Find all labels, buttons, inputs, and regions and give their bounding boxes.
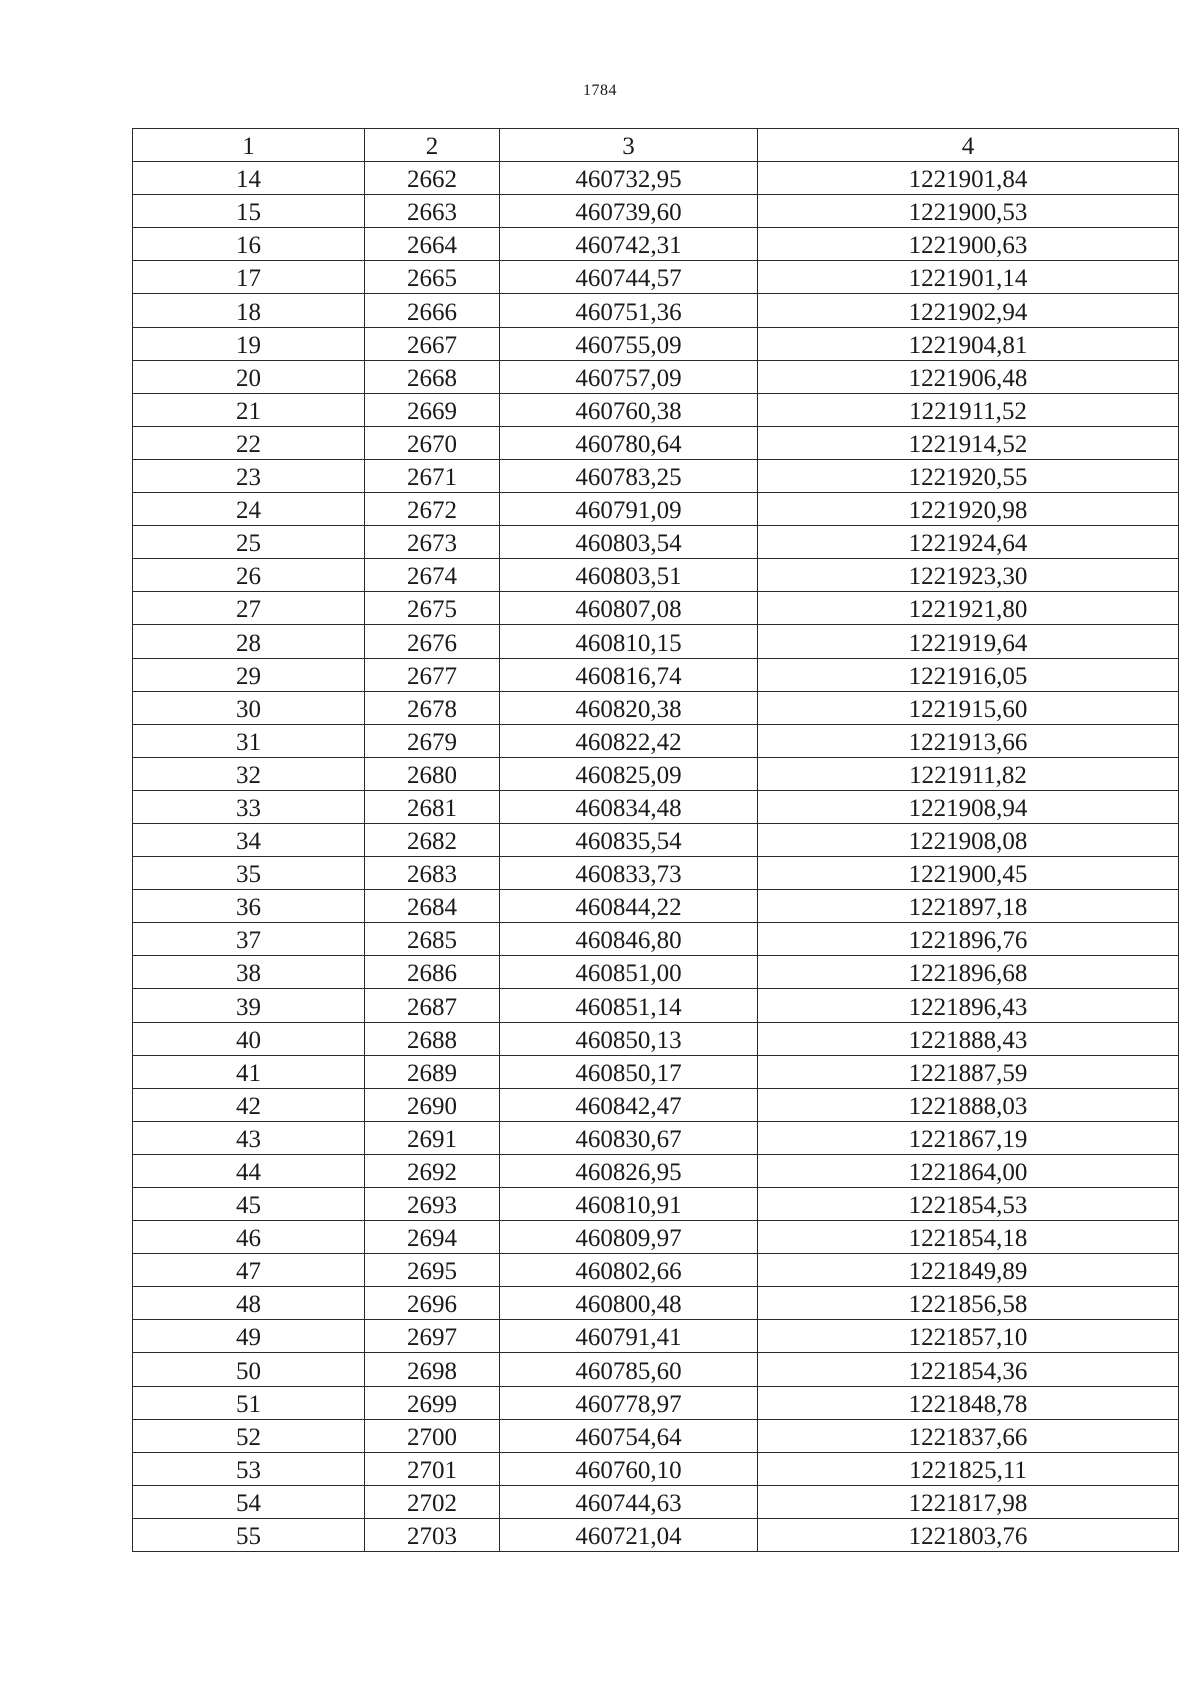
table-cell: 1221837,66	[758, 1419, 1179, 1452]
table-cell: 1221900,45	[758, 857, 1179, 890]
table-row	[133, 327, 1179, 360]
table-cell: 460816,74	[500, 658, 758, 691]
table-cell: 460820,38	[500, 691, 758, 724]
table-cell: 1221923,30	[758, 559, 1179, 592]
table-cell: 46	[133, 1221, 365, 1254]
table-cell: 41	[133, 1055, 365, 1088]
table-cell: 1221904,81	[758, 327, 1179, 360]
table-cell: 460757,09	[500, 360, 758, 393]
table-row	[133, 559, 1179, 592]
table-cell: 1221914,52	[758, 426, 1179, 459]
table-cell: 1221803,76	[758, 1518, 1179, 1551]
table-cell: 460778,97	[500, 1386, 758, 1419]
table-cell: 460810,91	[500, 1188, 758, 1221]
table-cell: 460742,31	[500, 228, 758, 261]
table-row	[133, 1353, 1179, 1386]
table-cell: 460755,09	[500, 327, 758, 360]
table-cell: 1221817,98	[758, 1485, 1179, 1518]
table-cell: 37	[133, 923, 365, 956]
table-row	[133, 1221, 1179, 1254]
table-row	[133, 228, 1179, 261]
table-cell: 1221857,10	[758, 1320, 1179, 1353]
table-cell: 1221896,68	[758, 956, 1179, 989]
table-row	[133, 1386, 1179, 1419]
table-row	[133, 1154, 1179, 1187]
table-cell: 1221864,00	[758, 1154, 1179, 1187]
table-row	[133, 1287, 1179, 1320]
table-cell: 1221867,19	[758, 1121, 1179, 1154]
table-cell: 2698	[365, 1353, 500, 1386]
table-cell: 18	[133, 294, 365, 327]
table-cell: 2672	[365, 493, 500, 526]
table-cell: 2693	[365, 1188, 500, 1221]
table-cell: 1221908,94	[758, 790, 1179, 823]
table-cell: 49	[133, 1320, 365, 1353]
table-cell: 2689	[365, 1055, 500, 1088]
table-cell: 2677	[365, 658, 500, 691]
table-cell: 460851,14	[500, 989, 758, 1022]
table-cell: 1221897,18	[758, 890, 1179, 923]
table-cell: 2688	[365, 1022, 500, 1055]
table-cell: 2702	[365, 1485, 500, 1518]
table-row	[133, 956, 1179, 989]
table-cell: 2700	[365, 1419, 500, 1452]
table-cell: 460822,42	[500, 724, 758, 757]
table-row	[133, 658, 1179, 691]
table-row	[133, 890, 1179, 923]
table-cell: 40	[133, 1022, 365, 1055]
table-cell: 2663	[365, 195, 500, 228]
table-row	[133, 1485, 1179, 1518]
table-cell: 36	[133, 890, 365, 923]
table-row	[133, 724, 1179, 757]
table-cell: 2686	[365, 956, 500, 989]
table-cell: 47	[133, 1254, 365, 1287]
table-cell: 1221901,14	[758, 261, 1179, 294]
table-cell: 1221849,89	[758, 1254, 1179, 1287]
table-cell: 2667	[365, 327, 500, 360]
table-cell: 1221848,78	[758, 1386, 1179, 1419]
table-cell: 1221924,64	[758, 526, 1179, 559]
table-cell: 460802,66	[500, 1254, 758, 1287]
table-cell: 460800,48	[500, 1287, 758, 1320]
table-row	[133, 426, 1179, 459]
page-number: 1784	[583, 82, 617, 99]
table-cell: 25	[133, 526, 365, 559]
table-cell: 2665	[365, 261, 500, 294]
table-cell: 51	[133, 1386, 365, 1419]
column-header: 4	[758, 129, 1179, 162]
table-cell: 16	[133, 228, 365, 261]
table-cell: 54	[133, 1485, 365, 1518]
table-row	[133, 1188, 1179, 1221]
table-cell: 1221911,82	[758, 757, 1179, 790]
table-row	[133, 1452, 1179, 1485]
table-cell: 2692	[365, 1154, 500, 1187]
table-cell: 55	[133, 1518, 365, 1551]
table-row	[133, 857, 1179, 890]
table-row	[133, 195, 1179, 228]
table-cell: 2675	[365, 592, 500, 625]
table-cell: 1221916,05	[758, 658, 1179, 691]
table-row	[133, 526, 1179, 559]
table-row	[133, 1055, 1179, 1088]
table-cell: 1221921,80	[758, 592, 1179, 625]
table-cell: 2674	[365, 559, 500, 592]
table-cell: 1221913,66	[758, 724, 1179, 757]
table-cell: 17	[133, 261, 365, 294]
table-cell: 26	[133, 559, 365, 592]
table-row	[133, 592, 1179, 625]
table-cell: 2681	[365, 790, 500, 823]
table-cell: 2679	[365, 724, 500, 757]
table-cell: 1221908,08	[758, 823, 1179, 856]
table-row	[133, 625, 1179, 658]
table-row	[133, 823, 1179, 856]
table-cell: 2694	[365, 1221, 500, 1254]
table-cell: 35	[133, 857, 365, 890]
table-row	[133, 1518, 1179, 1551]
table-cell: 2682	[365, 823, 500, 856]
table-cell: 1221920,55	[758, 459, 1179, 492]
table-row	[133, 1320, 1179, 1353]
table-cell: 1221854,53	[758, 1188, 1179, 1221]
table-cell: 460846,80	[500, 923, 758, 956]
table-cell: 1221902,94	[758, 294, 1179, 327]
table-cell: 45	[133, 1188, 365, 1221]
table-cell: 460850,13	[500, 1022, 758, 1055]
table-cell: 2662	[365, 162, 500, 195]
table-cell: 2678	[365, 691, 500, 724]
table-cell: 1221900,63	[758, 228, 1179, 261]
table-cell: 460785,60	[500, 1353, 758, 1386]
table-body	[133, 162, 1179, 1552]
table-cell: 2671	[365, 459, 500, 492]
table-cell: 2670	[365, 426, 500, 459]
table-cell: 24	[133, 493, 365, 526]
coordinates-table	[132, 128, 1179, 1552]
table-cell: 460760,38	[500, 393, 758, 426]
table-cell: 460780,64	[500, 426, 758, 459]
table-cell: 34	[133, 823, 365, 856]
table-cell: 23	[133, 459, 365, 492]
table-row	[133, 691, 1179, 724]
table-cell: 460850,17	[500, 1055, 758, 1088]
table-cell: 460751,36	[500, 294, 758, 327]
table-cell: 2668	[365, 360, 500, 393]
table-cell: 20	[133, 360, 365, 393]
table-cell: 38	[133, 956, 365, 989]
table-cell: 1221887,59	[758, 1055, 1179, 1088]
table-row	[133, 360, 1179, 393]
table-cell: 1221888,03	[758, 1088, 1179, 1121]
table-cell: 2685	[365, 923, 500, 956]
table-cell: 460833,73	[500, 857, 758, 890]
table-cell: 39	[133, 989, 365, 1022]
table-cell: 1221900,53	[758, 195, 1179, 228]
table-cell: 460721,04	[500, 1518, 758, 1551]
table-cell: 2673	[365, 526, 500, 559]
table-cell: 460826,95	[500, 1154, 758, 1187]
table-row	[133, 1254, 1179, 1287]
table-cell: 460803,54	[500, 526, 758, 559]
table-row	[133, 459, 1179, 492]
table-row	[133, 790, 1179, 823]
table-cell: 50	[133, 1353, 365, 1386]
table-cell: 1221906,48	[758, 360, 1179, 393]
table-cell: 460835,54	[500, 823, 758, 856]
table-cell: 460791,41	[500, 1320, 758, 1353]
table-cell: 14	[133, 162, 365, 195]
table-cell: 460809,97	[500, 1221, 758, 1254]
table-cell: 2683	[365, 857, 500, 890]
table-cell: 2664	[365, 228, 500, 261]
table-row	[133, 493, 1179, 526]
table-cell: 460842,47	[500, 1088, 758, 1121]
table-cell: 460744,63	[500, 1485, 758, 1518]
table-cell: 2691	[365, 1121, 500, 1154]
table-cell: 460825,09	[500, 757, 758, 790]
table-cell: 2703	[365, 1518, 500, 1551]
table-cell: 1221896,76	[758, 923, 1179, 956]
table-cell: 2687	[365, 989, 500, 1022]
table-cell: 2676	[365, 625, 500, 658]
table-cell: 2701	[365, 1452, 500, 1485]
table-cell: 22	[133, 426, 365, 459]
table-cell: 460830,67	[500, 1121, 758, 1154]
table-cell: 2699	[365, 1386, 500, 1419]
table-cell: 460754,64	[500, 1419, 758, 1452]
table-cell: 460803,51	[500, 559, 758, 592]
column-header: 1	[133, 129, 365, 162]
table-cell: 1221919,64	[758, 625, 1179, 658]
table-cell: 460834,48	[500, 790, 758, 823]
table-cell: 2696	[365, 1287, 500, 1320]
table-row	[133, 393, 1179, 426]
table-cell: 460810,15	[500, 625, 758, 658]
table-cell: 31	[133, 724, 365, 757]
table-cell: 42	[133, 1088, 365, 1121]
table-cell: 460732,95	[500, 162, 758, 195]
table-cell: 1221901,84	[758, 162, 1179, 195]
column-header: 2	[365, 129, 500, 162]
table-cell: 53	[133, 1452, 365, 1485]
table-cell: 460739,60	[500, 195, 758, 228]
table-cell: 460744,57	[500, 261, 758, 294]
table-cell: 48	[133, 1287, 365, 1320]
table-row	[133, 162, 1179, 195]
table-cell: 2684	[365, 890, 500, 923]
table-cell: 1221854,36	[758, 1353, 1179, 1386]
table-row	[133, 1419, 1179, 1452]
table-cell: 52	[133, 1419, 365, 1452]
table-cell: 1221920,98	[758, 493, 1179, 526]
table-cell: 19	[133, 327, 365, 360]
table-cell: 1221888,43	[758, 1022, 1179, 1055]
table-row	[133, 923, 1179, 956]
table-header-row	[133, 129, 1179, 162]
table-cell: 32	[133, 757, 365, 790]
table-cell: 2680	[365, 757, 500, 790]
table-cell: 2697	[365, 1320, 500, 1353]
table-cell: 15	[133, 195, 365, 228]
table-cell: 21	[133, 393, 365, 426]
table-cell: 2669	[365, 393, 500, 426]
table-cell: 30	[133, 691, 365, 724]
table-cell: 1221911,52	[758, 393, 1179, 426]
table-cell: 460807,08	[500, 592, 758, 625]
table-row	[133, 1022, 1179, 1055]
table-cell: 460791,09	[500, 493, 758, 526]
table-cell: 460783,25	[500, 459, 758, 492]
table-cell: 44	[133, 1154, 365, 1187]
table-cell: 1221854,18	[758, 1221, 1179, 1254]
table-cell: 1221825,11	[758, 1452, 1179, 1485]
table-cell: 1221856,58	[758, 1287, 1179, 1320]
table-cell: 460760,10	[500, 1452, 758, 1485]
column-header: 3	[500, 129, 758, 162]
table-cell: 27	[133, 592, 365, 625]
table-cell: 2690	[365, 1088, 500, 1121]
table-cell: 1221896,43	[758, 989, 1179, 1022]
table-cell: 29	[133, 658, 365, 691]
table-cell: 2666	[365, 294, 500, 327]
table-row	[133, 989, 1179, 1022]
table-cell: 43	[133, 1121, 365, 1154]
table-row	[133, 1121, 1179, 1154]
table-cell: 460844,22	[500, 890, 758, 923]
table-row	[133, 757, 1179, 790]
table-cell: 2695	[365, 1254, 500, 1287]
table-cell: 28	[133, 625, 365, 658]
table-row	[133, 294, 1179, 327]
table-cell: 33	[133, 790, 365, 823]
table-row	[133, 1088, 1179, 1121]
table-cell: 460851,00	[500, 956, 758, 989]
table-row	[133, 261, 1179, 294]
table-cell: 1221915,60	[758, 691, 1179, 724]
